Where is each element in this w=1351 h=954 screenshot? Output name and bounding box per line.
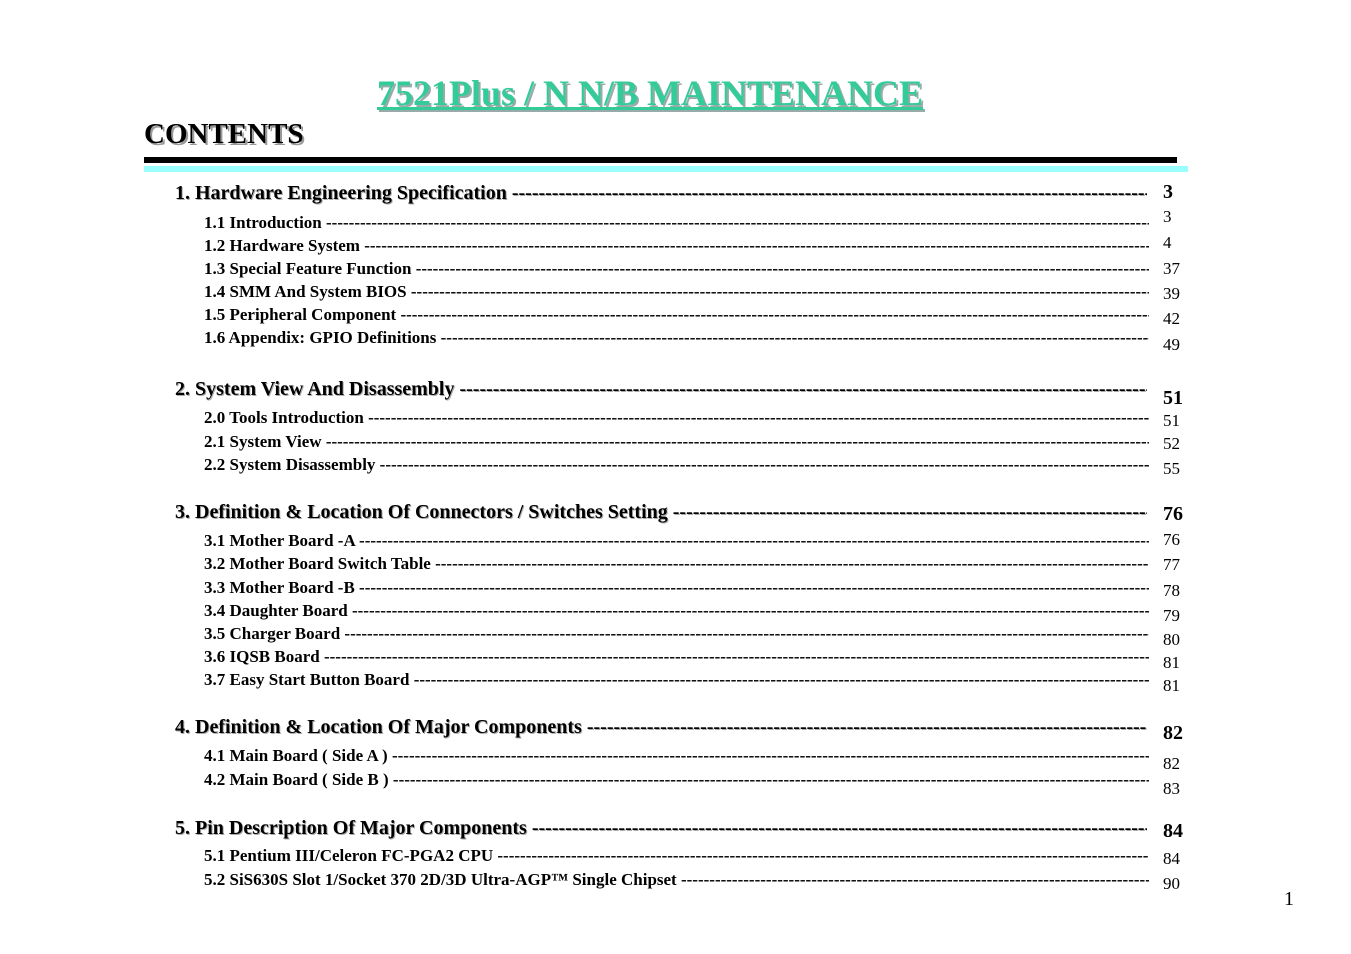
toc-item-1-2[interactable]: 1.2 Hardware System ----- (204, 236, 1149, 256)
toc-section-5-page: 84 (1163, 820, 1183, 842)
toc-item-1-5[interactable]: 1.5 Peripheral Component ----- (204, 305, 1149, 325)
toc-item-4-2[interactable]: 4.2 Main Board ( Side B ) ----- (204, 770, 1149, 790)
toc-section-4[interactable]: 4. Definition & Location Of Major Components ----- (175, 716, 1147, 739)
toc-section-5[interactable]: 5. Pin Description Of Major Components ----- (175, 817, 1147, 840)
toc-item-5-1-page: 84 (1163, 849, 1180, 868)
toc-section-4-page: 82 (1163, 722, 1183, 744)
toc-item-2-0[interactable]: 2.0 Tools Introduction ----- (204, 408, 1149, 428)
toc-item-2-2[interactable]: 2.2 System Disassembly ----- (204, 455, 1149, 475)
toc-item-1-3-page: 37 (1163, 259, 1180, 278)
toc-item-1-4-page: 39 (1163, 284, 1180, 303)
heading-rule-cyan (144, 166, 1188, 172)
toc-item-1-6[interactable]: 1.6 Appendix: GPIO Definitions ----- (204, 328, 1149, 348)
toc-item-1-3[interactable]: 1.3 Special Feature Function ----- (204, 259, 1149, 279)
heading-rule-black (144, 157, 1177, 163)
toc-item-3-6-page: 81 (1163, 653, 1180, 672)
toc-item-2-0-page: 51 (1163, 411, 1180, 430)
toc-item-4-2-page: 83 (1163, 779, 1180, 798)
toc-item-3-3-page: 78 (1163, 581, 1180, 600)
toc-item-4-1[interactable]: 4.1 Main Board ( Side A ) ----- (204, 746, 1149, 766)
toc-section-2-page: 51 (1163, 387, 1183, 409)
toc-item-3-5-page: 80 (1163, 630, 1180, 649)
toc-item-3-7-page: 81 (1163, 676, 1180, 695)
toc-item-3-7[interactable]: 3.7 Easy Start Button Board ----- (204, 670, 1149, 690)
toc-item-3-1-page: 76 (1163, 530, 1180, 549)
toc-item-1-6-page: 49 (1163, 335, 1180, 354)
toc-item-3-2-page: 77 (1163, 555, 1180, 574)
toc-item-3-6[interactable]: 3.6 IQSB Board ----- (204, 647, 1149, 667)
toc-item-5-2[interactable]: 5.2 SiS630S Slot 1/Socket 370 2D/3D Ultra-AGP™ Single Chipset ----- (204, 870, 1149, 890)
toc-item-3-3[interactable]: 3.3 Mother Board -B ----- (204, 578, 1149, 598)
toc-section-3-page: 76 (1163, 503, 1183, 525)
toc-item-5-1[interactable]: 5.1 Pentium III/Celeron FC-PGA2 CPU ----- (204, 846, 1149, 866)
toc-item-1-4[interactable]: 1.4 SMM And System BIOS ----- (204, 282, 1149, 302)
toc-item-2-2-page: 55 (1163, 459, 1180, 478)
contents-heading: CONTENTS (144, 118, 304, 150)
toc-item-3-2[interactable]: 3.2 Mother Board Switch Table ----- (204, 554, 1149, 574)
toc-item-3-5[interactable]: 3.5 Charger Board ----- (204, 624, 1149, 644)
toc-item-3-4-page: 79 (1163, 606, 1180, 625)
toc-item-4-1-page: 82 (1163, 754, 1180, 773)
toc-section-3[interactable]: 3. Definition & Location Of Connectors / Switches Setting ----- (175, 501, 1147, 524)
toc-section-1-page: 3 (1163, 181, 1173, 203)
page-number: 1 (1284, 888, 1294, 910)
toc-item-1-5-page: 42 (1163, 309, 1180, 328)
toc-item-1-1-page: 3 (1163, 207, 1172, 226)
document-title: 7521Plus / N N/B MAINTENANCE (376, 73, 924, 113)
toc-item-2-1-page: 52 (1163, 434, 1180, 453)
toc-section-2[interactable]: 2. System View And Disassembly ----- (175, 378, 1147, 401)
toc-item-1-1[interactable]: 1.1 Introduction ----- (204, 213, 1149, 233)
toc-item-2-1[interactable]: 2.1 System View ----- (204, 432, 1149, 452)
toc-section-1[interactable]: 1. Hardware Engineering Specification ----- (175, 182, 1147, 205)
toc-item-5-2-page: 90 (1163, 874, 1180, 893)
toc-item-1-2-page: 4 (1163, 233, 1172, 252)
toc-item-3-1[interactable]: 3.1 Mother Board -A ----- (204, 531, 1149, 551)
toc-item-3-4[interactable]: 3.4 Daughter Board ----- (204, 601, 1149, 621)
